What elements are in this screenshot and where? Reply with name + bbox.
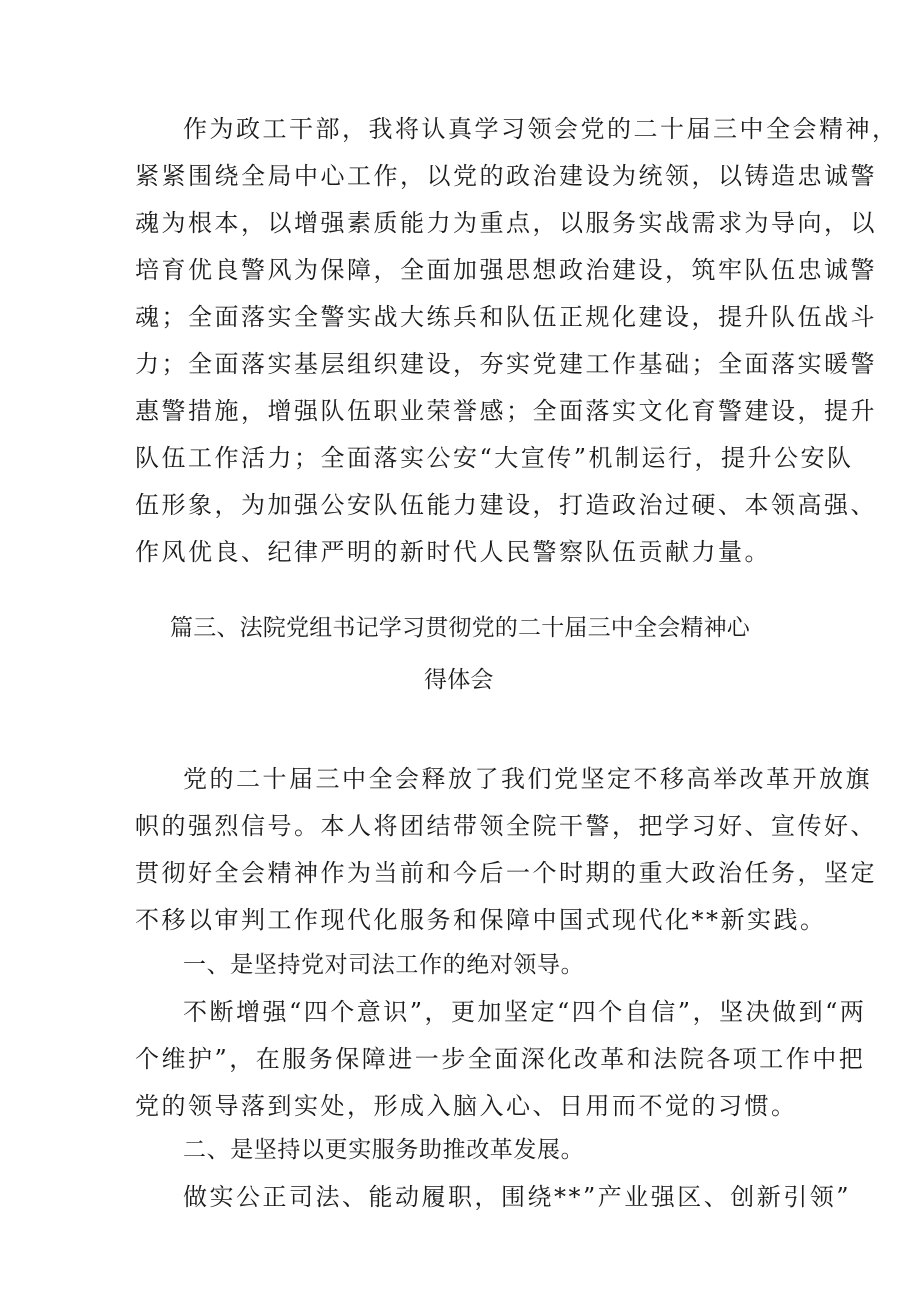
section-title-continued: 得体会 (424, 667, 494, 693)
point-one-line: 个维护”，在服务保障进一步全面深化改革和法院各项工作中把 (135, 1045, 866, 1073)
point-two-line: 做实公正司法、能动履职，围绕**”产业强区、创新引领” (183, 1183, 852, 1211)
point-one-line: 不断增强“四个意识”，更加坚定“四个自信”，坚决做到“两 (183, 998, 867, 1026)
intro-line: 不移以审判工作现代化服务和保障中国式现代化**新实践。 (135, 906, 827, 934)
section-title: 篇三、法院党组书记学习贯彻党的二十届三中全会精神心 (170, 615, 750, 641)
point-two-heading: 二、是坚持以更实服务助推改革发展。 (183, 1137, 585, 1163)
intro-line: 党的二十届三中全会释放了我们党坚定不移高举改革开放旗 (183, 765, 872, 793)
paragraph-line: 伍形象，为加强公安队伍能力建设，打造政治过硬、本领高强、 (135, 491, 877, 519)
paragraph-line: 紧紧围绕全局中心工作，以党的政治建设为统领，以铸造忠诚警 (135, 162, 877, 190)
intro-line: 贯彻好全会精神作为当前和今后一个时期的重大政治任务，坚定 (135, 859, 877, 887)
intro-line: 帜的强烈信号。本人将团结带领全院干警，把学习好、宣传好、 (135, 812, 877, 840)
paragraph-line: 魂；全面落实全警实战大练兵和队伍正规化建设，提升队伍战斗 (135, 303, 877, 331)
point-one-line: 党的领导落到实处，形成入脑入心、日用而不觉的习惯。 (135, 1092, 798, 1120)
paragraph-line: 队伍工作活力；全面落实公安“大宣传”机制运行，提升公安队 (135, 444, 854, 472)
paragraph-line: 魂为根本，以增强素质能力为重点，以服务实战需求为导向，以 (135, 209, 877, 237)
paragraph-line: 作风优良、纪律严明的新时代人民警察队伍贡献力量。 (135, 538, 771, 566)
paragraph-line: 培育优良警风为保障，全面加强思想政治建设，筑牢队伍忠诚警 (135, 256, 877, 284)
paragraph-line: 力；全面落实基层组织建设，夯实党建工作基础；全面落实暖警 (135, 350, 877, 378)
paragraph-line: 惠警措施，增强队伍职业荣誉感；全面落实文化育警建设，提升 (135, 397, 877, 425)
paragraph-line: 作为政工干部，我将认真学习领会党的二十届三中全会精神， (183, 115, 899, 143)
point-one-heading: 一、是坚持党对司法工作的绝对领导。 (183, 952, 585, 978)
